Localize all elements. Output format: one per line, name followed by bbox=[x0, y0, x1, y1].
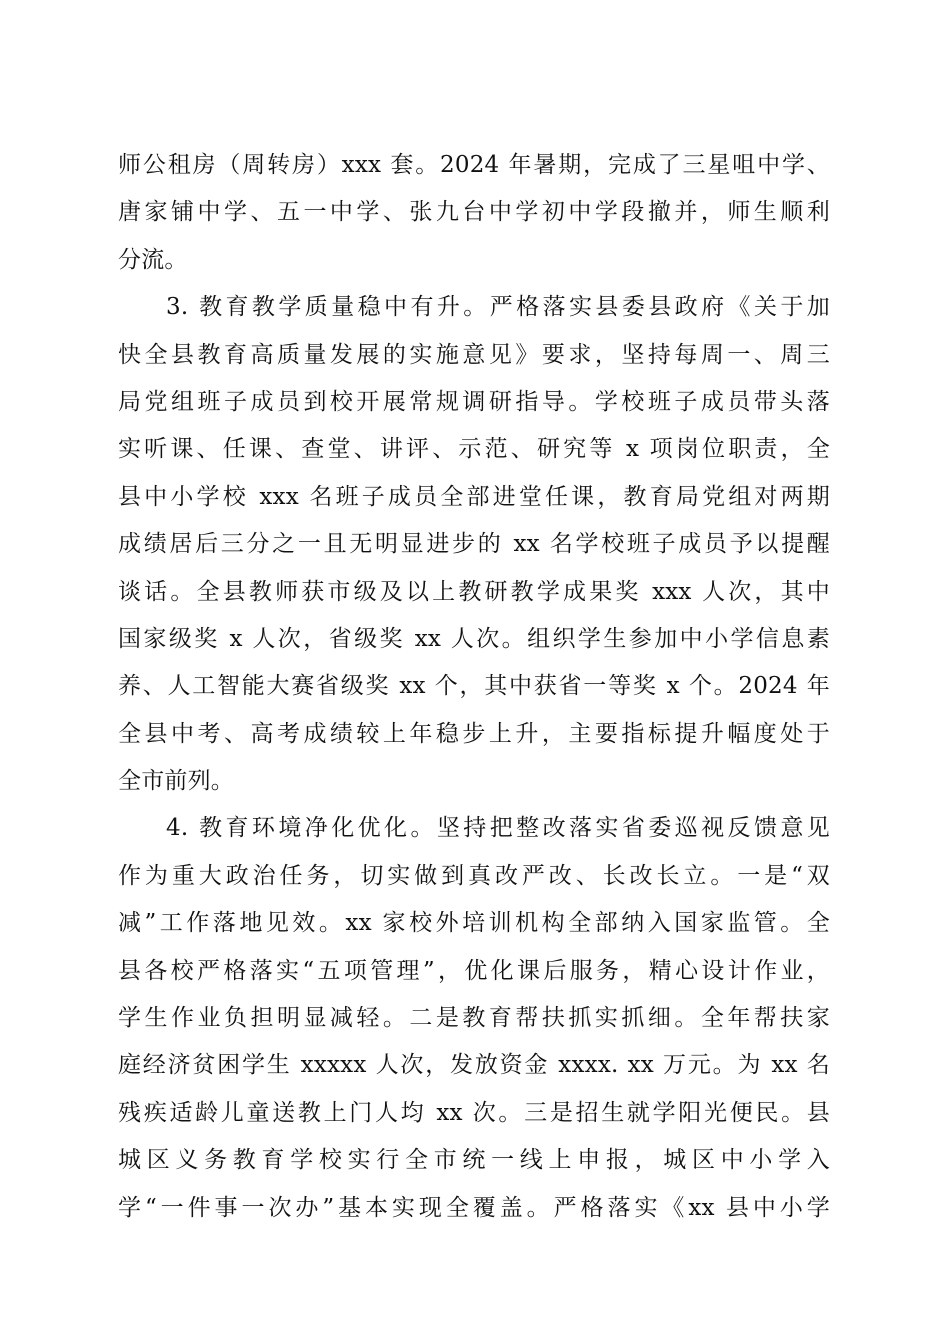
text-line: 学“一件事一次办”基本实现全覆盖。严格落实《xx 县中小学 bbox=[118, 1194, 830, 1221]
text-line: 局党组班子成员到校开展常规调研指导。学校班子成员带头落 bbox=[118, 388, 830, 415]
text-line: 全市前列。 bbox=[118, 768, 234, 795]
text-line: 县中小学校 xxx 名班子成员全部进堂任课，教育局党组对两期 bbox=[118, 483, 830, 510]
text-line: 成绩居后三分之一且无明显进步的 xx 名学校班子成员予以提醒 bbox=[118, 531, 830, 558]
text-line: 实听课、任课、查堂、讲评、示范、研究等 x 项岗位职责，全 bbox=[118, 436, 830, 463]
paragraph-heading-line: 4. 教育环境净化优化。坚持把整改落实省委巡视反馈意见 bbox=[166, 815, 830, 842]
text-line: 谈话。全县教师获市级及以上教研教学成果奖 xxx 人次，其中 bbox=[118, 578, 830, 605]
text-line: 师公租房（周转房）xxx 套。2024 年暑期，完成了三星咀中学、 bbox=[118, 152, 830, 178]
text-line: 全县中考、高考成绩较上年稳步上升，主要指标提升幅度处于 bbox=[118, 720, 830, 747]
paragraph-heading-line: 3. 教育教学质量稳中有升。严格落实县委县政府《关于加 bbox=[166, 294, 830, 321]
text-line: 分流。 bbox=[118, 246, 188, 273]
body-text bbox=[118, 142, 830, 1232]
text-line: 县各校严格落实“五项管理”，优化课后服务，精心设计作业， bbox=[118, 957, 830, 984]
text-line: 养、人工智能大赛省级奖 xx 个，其中获省一等奖 x 个。2024 年 bbox=[118, 673, 830, 700]
text-line: 残疾适龄儿童送教上门人均 xx 次。三是招生就学阳光便民。县 bbox=[118, 1099, 830, 1126]
text-line: 学生作业负担明显减轻。二是教育帮扶抓实抓细。全年帮扶家 bbox=[118, 1005, 830, 1032]
paragraph-3 bbox=[118, 284, 830, 805]
text-line: 庭经济贫困学生 xxxxx 人次，发放资金 xxxx. xx 万元。为 xx 名 bbox=[118, 1052, 830, 1079]
text-line: 国家级奖 x 人次，省级奖 xx 人次。组织学生参加中小学信息素 bbox=[118, 625, 830, 652]
text-line: 快全县教育高质量发展的实施意见》要求，坚持每周一、周三 bbox=[118, 341, 830, 368]
text-line: 作为重大政治任务，切实做到真改严改、长改长立。一是“双 bbox=[118, 862, 830, 889]
paragraph-continuation bbox=[118, 142, 830, 284]
paragraph-4 bbox=[118, 805, 830, 1232]
text-line: 唐家铺中学、五一中学、张九台中学初中学段撤并，师生顺利 bbox=[118, 199, 830, 226]
text-line: 减”工作落地见效。xx 家校外培训机构全部纳入国家监管。全 bbox=[118, 910, 830, 937]
text-line: 城区义务教育学校实行全市统一线上申报，城区中小学入 bbox=[118, 1147, 830, 1174]
